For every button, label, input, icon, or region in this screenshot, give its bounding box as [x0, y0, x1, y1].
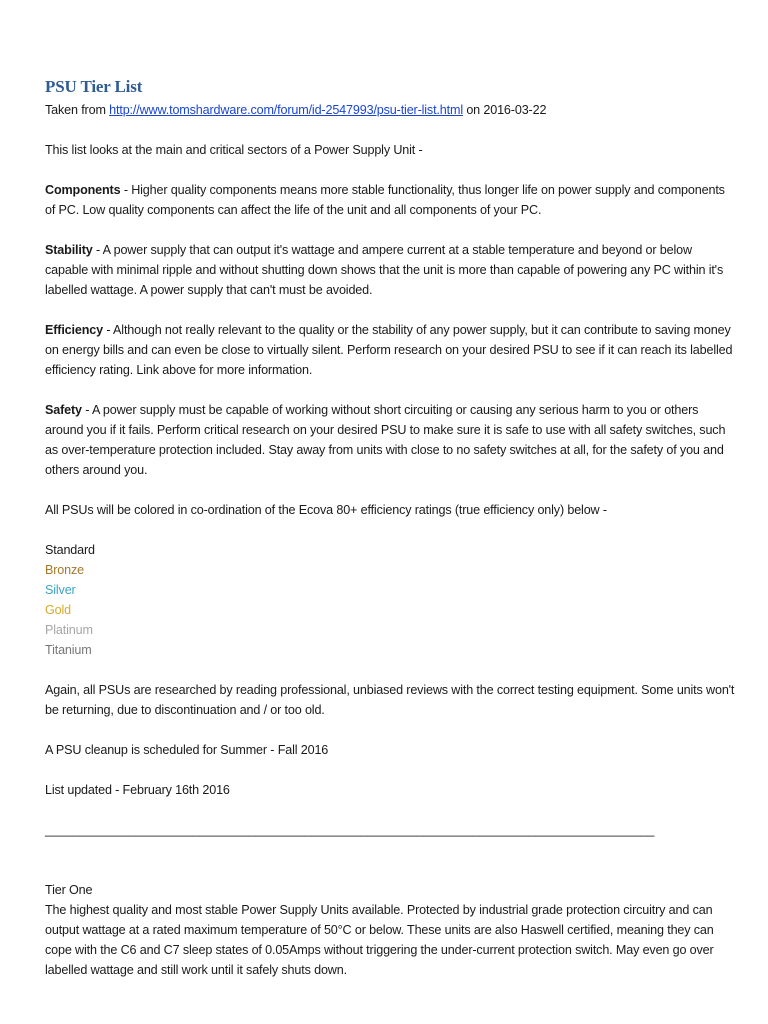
research-note: Again, all PSUs are researched by reading professional, unbiased reviews with the correct testing equipment. Some units won't be returning, due to discontinuation and / or too old. [45, 683, 735, 717]
section-safety [45, 400, 735, 480]
document-title: PSU Tier List [45, 77, 143, 96]
rating-platinum: Platinum [45, 623, 93, 637]
rating-standard: Standard [45, 543, 95, 557]
section-term: Safety [45, 403, 82, 417]
section-text: - Although not really relevant to the quality or the stability of any power supply, but it can contribute to saving money on energy bills and can even be close to virtually silent. Perform research on your desired PSU to see if it can reach its labelled efficiency rating. Link above for more information. [45, 323, 733, 377]
section-term: Components [45, 183, 121, 197]
source-suffix: on 2016-03-22 [462, 103, 547, 117]
rating-titanium: Titanium [45, 643, 92, 657]
document-page [45, 76, 735, 980]
source-prefix: Taken from [45, 103, 110, 117]
tier-one-text: The highest quality and most stable Power Supply Units available. Protected by industrial grade protection circuitry and can output wattage at a rated maximum temperature of 50°C or below. These units are also Haswell certified, meaning they can cope with the C6 and C7 sleep states of 0.05Amps without triggering the under-current protection switch. May even go over labelled wattage and still work until it safely shuts down. [45, 903, 714, 977]
colored-intro: All PSUs will be colored in co-ordination of the Ecova 80+ efficiency ratings (true efficiency only) below - [45, 503, 607, 517]
section-stability [45, 240, 735, 300]
cleanup-note: A PSU cleanup is scheduled for Summer - Fall 2016 [45, 743, 329, 757]
section-efficiency [45, 320, 735, 380]
section-divider: _______________________________________________________________________________________ [45, 823, 655, 837]
tier-one-heading: Tier One [45, 883, 93, 897]
rating-gold: Gold [45, 603, 72, 617]
section-components [45, 180, 735, 220]
rating-bronze: Bronze [45, 563, 85, 577]
updated-note: List updated - February 16th 2016 [45, 783, 230, 797]
section-term: Efficiency [45, 323, 103, 337]
section-term: Stability [45, 243, 93, 257]
section-text: - Higher quality components means more stable functionality, thus longer life on power supply and components of PC. Low quality components can affect the life of the unit and all components of your PC. [45, 183, 725, 217]
intro-text: This list looks at the main and critical sectors of a Power Supply Unit - [45, 143, 423, 157]
section-text: - A power supply must be capable of working without short circuiting or causing any serious harm to you or others around you if it fails. Perform critical research on your desired PSU to make sure it is safe to use with all safety switches, such as over-temperature protection included. Stay away from units with close to no safety switches at all, for the safety of you and others around you. [45, 403, 726, 477]
rating-silver: Silver [45, 583, 76, 597]
source-line [45, 100, 735, 120]
section-text: - A power supply that can output it's wattage and ampere current at a stable temperature and beyond or below capable with minimal ripple and without shutting down shows that the unit is more than capable of powering any PC within it's labelled wattage. A power supply that can't must be avoided. [45, 243, 724, 297]
source-link[interactable]: http://www.tomshardware.com/forum/id-2547993/psu-tier-list.html [109, 103, 463, 117]
